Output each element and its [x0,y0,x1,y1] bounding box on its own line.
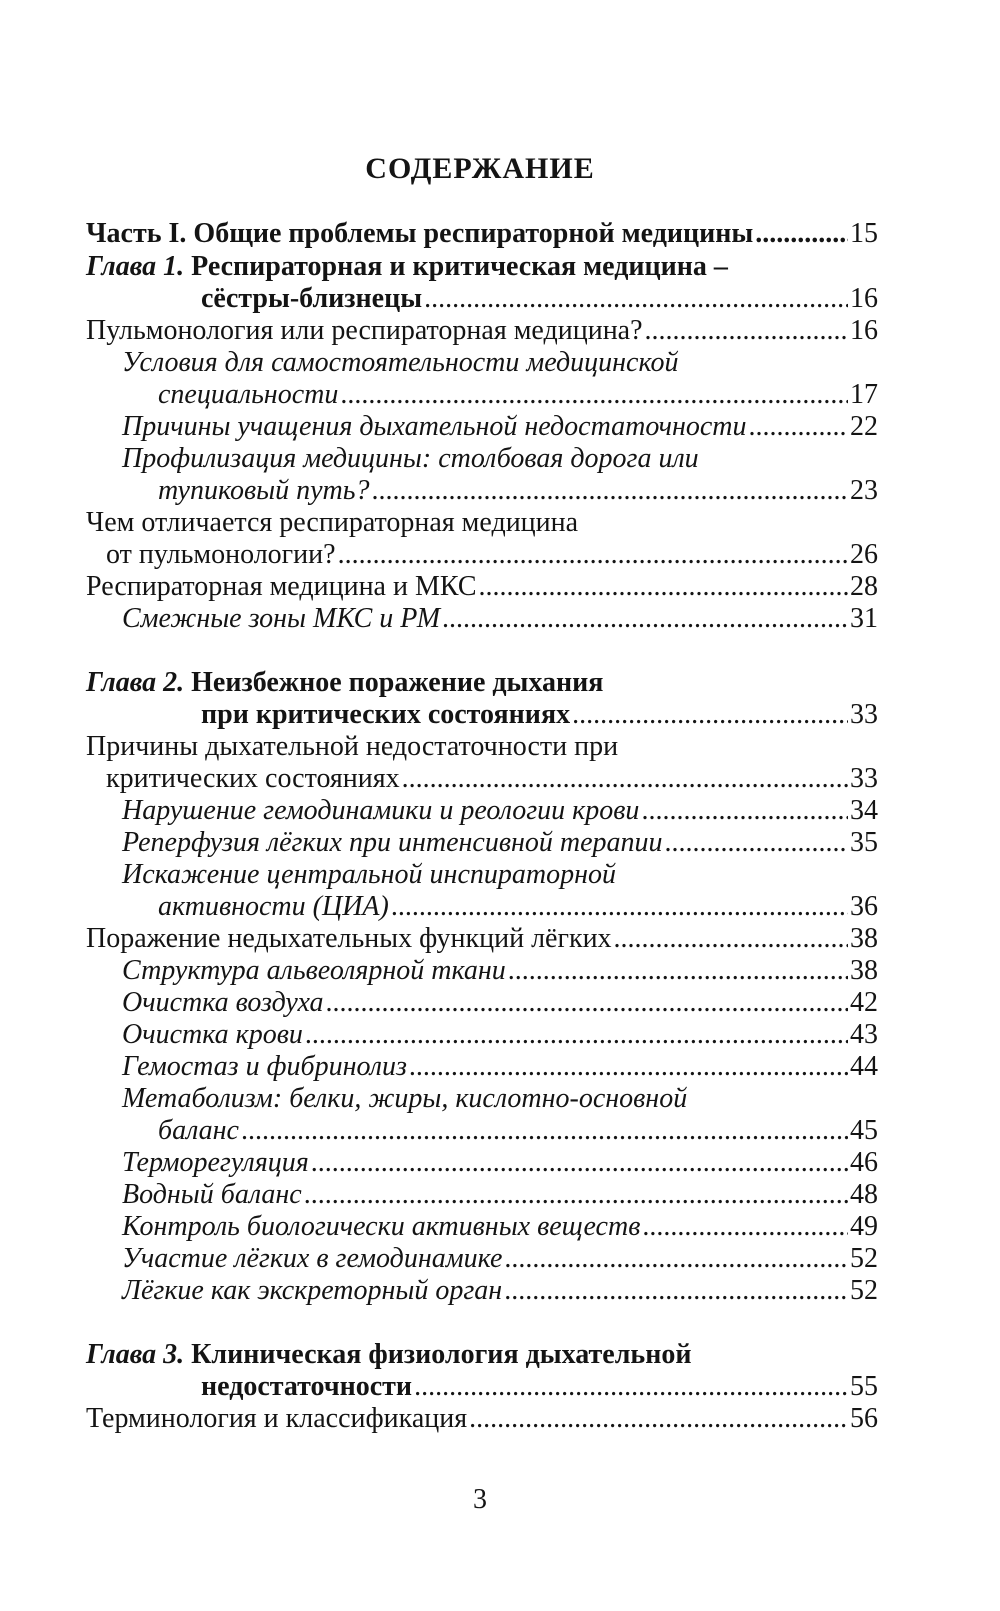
page-title: СОДЕРЖАНИЕ [365,152,595,185]
dot-leader [572,699,848,731]
toc-entry-section [0,571,878,603]
dot-leader [479,571,848,603]
dot-leader [665,827,848,859]
toc-entry-title: при критических состояниях [201,699,571,730]
dot-leader [755,218,848,250]
dot-leader [402,763,848,795]
toc-page-number: 15 [850,218,878,249]
toc-entry-subsection [0,1051,878,1083]
toc-section-heading [0,731,878,763]
toc-entry-title: Очистка воздуха [122,987,324,1018]
toc-entry-subsection [0,955,878,987]
toc-entry-chapter [0,699,878,731]
dot-leader [241,1115,848,1147]
toc-page-number: 56 [850,1403,878,1434]
toc-entry-section [0,1403,878,1435]
toc-entry-title: Очистка крови [122,1019,303,1050]
toc-entry-title: Терминология и классификация [86,1403,468,1434]
toc-entry-title: Метаболизм: белки, жиры, кислотно-основной [122,1083,688,1114]
toc-page-number: 35 [850,827,878,858]
dot-leader [409,1051,848,1083]
toc-page-number: 55 [850,1371,878,1402]
dot-leader [304,1179,848,1211]
toc-entry-subsection [0,827,878,859]
toc-page-number: 28 [850,571,878,602]
dot-leader [424,283,848,315]
toc-entry-title: активности (ЦИА) [158,891,389,922]
toc-entry-section [0,315,878,347]
toc-entry-part [0,218,878,250]
toc-entry-subsection [0,987,878,1019]
toc-entry-title: Лёгкие как экскреторный орган [122,1275,503,1306]
toc-page-number: 38 [850,923,878,954]
dot-leader [340,379,848,411]
toc-entry-title: Профилизация медицины: столбовая дорога или [122,443,699,474]
toc-entry-section [0,923,878,955]
dot-leader [372,475,849,507]
dot-leader [641,795,848,827]
toc-entry-title: недостаточности [201,1371,413,1402]
toc-entry-subsection [0,1115,878,1147]
dot-leader [469,1403,848,1435]
toc-page-number: 31 [850,603,878,634]
dot-leader [642,1211,848,1243]
toc-page-number: 52 [850,1275,878,1306]
toc-entry-subsection [0,475,878,507]
page-number: 3 [473,1484,487,1515]
chapter-label: Глава 1. [86,251,185,282]
toc-entry-title: критических состояниях [106,763,400,794]
toc-entry-chapter [0,1371,878,1403]
toc-entry-title: Контроль биологически активных веществ [122,1211,641,1242]
toc-chapter-heading [0,1339,878,1371]
toc-entry-title: Участие лёгких в гемодинамике [122,1243,503,1274]
toc-page-number: 33 [850,699,878,730]
toc-subsection-heading [0,443,878,475]
toc-entry-subsection [0,1275,878,1307]
toc-page-number: 46 [850,1147,878,1178]
toc-chapter-heading [0,667,878,699]
toc-page-number: 48 [850,1179,878,1210]
chapter-label: Глава 2. [86,667,185,698]
toc-entry-title: Водный баланс [122,1179,302,1210]
toc-page-number: 16 [850,283,878,314]
toc-entry-subsection [0,795,878,827]
toc-entry-title: сёстры-близнецы [201,283,423,314]
toc-entry-title: специальности [158,379,339,410]
toc-page-number: 16 [850,315,878,346]
toc-subsection-heading [0,859,878,891]
toc-entry-title: Респираторная и критическая медицина – [191,251,728,282]
toc-entry-title: Неизбежное поражение дыхания [191,667,604,698]
dot-leader [326,987,848,1019]
dot-leader [338,539,848,571]
toc-page-number: 45 [850,1115,878,1146]
toc-page-number: 33 [850,763,878,794]
chapter-label: Глава 3. [86,1339,185,1370]
toc-entry-title: Респираторная медицина и МКС [86,571,477,602]
toc-entry-section [0,763,878,795]
toc-subsection-heading [0,1083,878,1115]
toc-entry-title: Гемостаз и фибринолиз [122,1051,407,1082]
toc-entry-subsection [0,603,878,635]
toc-entry-subsection [0,1019,878,1051]
toc-entry-title: от пульмонологии? [106,539,336,570]
toc-entry-title: тупиковый путь? [158,475,370,506]
dot-leader [391,891,848,923]
toc-entry-subsection [0,1243,878,1275]
toc-subsection-heading [0,347,878,379]
dot-leader [311,1147,848,1179]
toc-entry-chapter [0,283,878,315]
toc-page-number: 52 [850,1243,878,1274]
toc-page-number: 38 [850,955,878,986]
dot-leader [645,315,848,347]
toc-entry-title: Поражение недыхательных функций лёгких [86,923,612,954]
toc-page-number: 34 [850,795,878,826]
toc-page-number: 26 [850,539,878,570]
toc-entry-title: Причины учащения дыхательной недостаточности [122,411,747,442]
toc-entry-title: Чем отличается респираторная медицина [86,507,579,538]
toc-page-number: 36 [850,891,878,922]
toc-page-number: 44 [850,1051,878,1082]
toc-entry-title: Условия для самостоятельности медицинской [122,347,679,378]
dot-leader [305,1019,848,1051]
dot-leader [504,1275,848,1307]
dot-leader [749,411,848,443]
toc-page-number: 17 [850,379,878,410]
toc-entry-title: баланс [158,1115,239,1146]
dot-leader [508,955,848,987]
dot-leader [414,1371,848,1403]
toc-page-number: 23 [850,475,878,506]
toc-entry-title: Реперфузия лёгких при интенсивной терапии [122,827,663,858]
toc-entry-title: Нарушение гемодинамики и реологии крови [122,795,640,826]
toc-section-heading [0,507,878,539]
toc-page-number: 43 [850,1019,878,1050]
toc-entry-section [0,539,878,571]
dot-leader [614,923,848,955]
toc-entry-title: Причины дыхательной недостаточности при [86,731,619,762]
toc-entry-subsection [0,1179,878,1211]
toc-page-number: 42 [850,987,878,1018]
toc-entry-subsection [0,891,878,923]
toc-entry-subsection [0,379,878,411]
toc-chapter-heading [0,251,878,283]
toc-entry-title: Терморегуляция [122,1147,309,1178]
toc-entry-title: Пульмонология или респираторная медицина? [86,315,643,346]
toc-entry-subsection [0,1211,878,1243]
toc-entry-title: Часть I. Общие проблемы респираторной медицины [86,218,754,249]
toc-entry-title: Клиническая физиология дыхательной [191,1339,692,1370]
dot-leader [504,1243,848,1275]
toc-page-number: 22 [850,411,878,442]
toc-entry-subsection [0,411,878,443]
toc-entry-title: Структура альвеолярной ткани [122,955,506,986]
dot-leader [442,603,848,635]
toc-entry-subsection [0,1147,878,1179]
toc-page-number: 49 [850,1211,878,1242]
toc-entry-title: Смежные зоны МКС и РМ [122,603,441,634]
toc-entry-title: Искажение центральной инспираторной [122,859,616,890]
